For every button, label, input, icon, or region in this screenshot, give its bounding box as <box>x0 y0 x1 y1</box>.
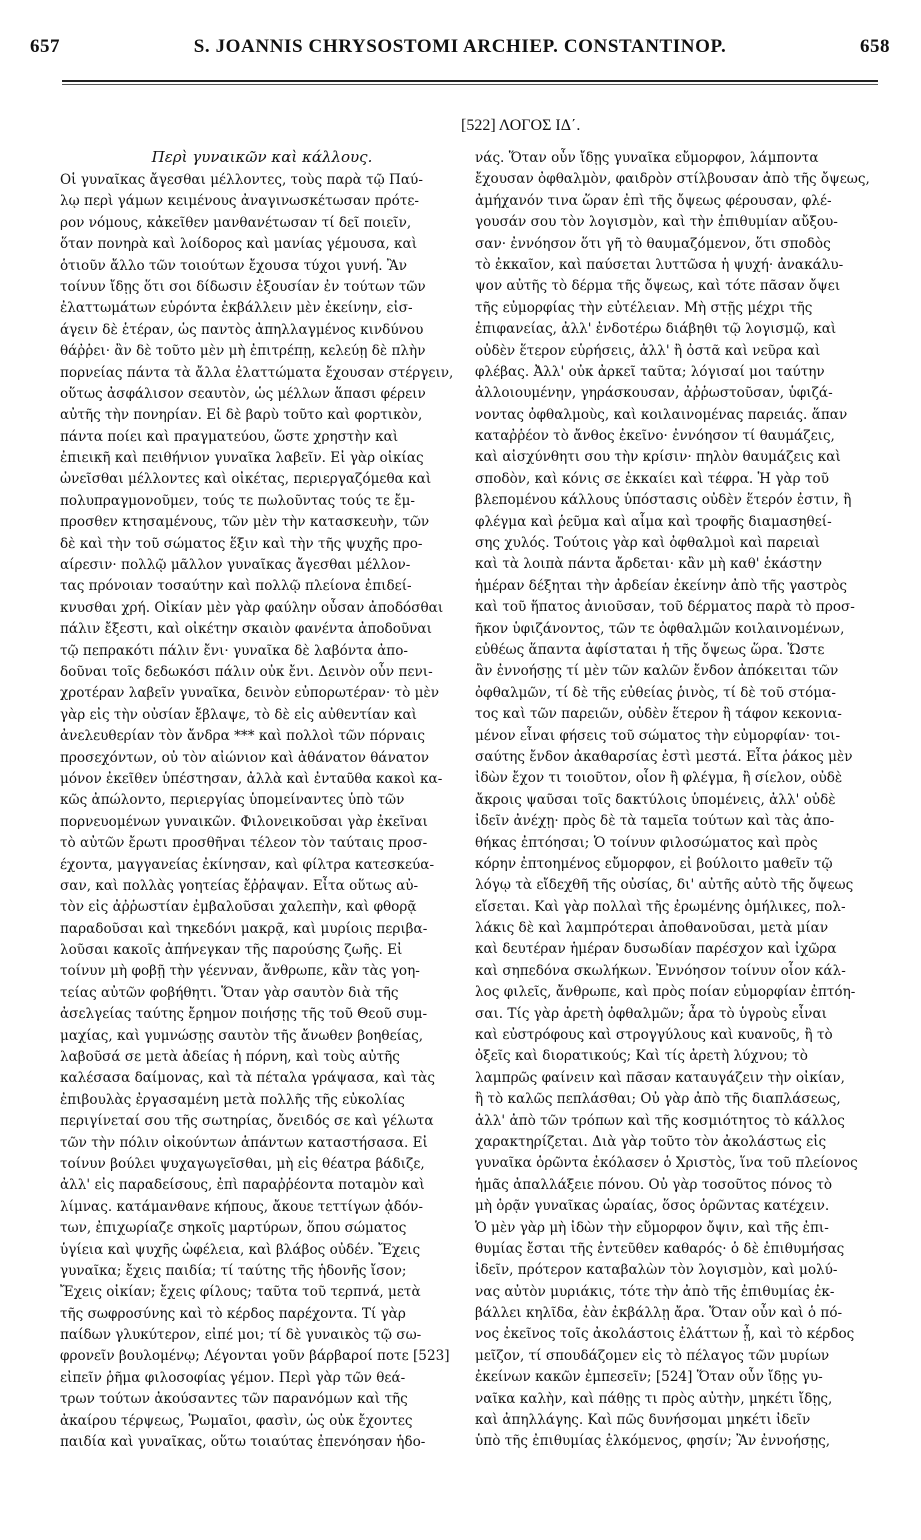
text-line: ἀμήχανόν τινα ὥραν ἐπὶ τῆς ὄψεως φέρουσαν, φλέ- <box>475 192 832 209</box>
text-line: τῆς σωφροσύνης καὶ τὸ κέρδος παρέχοντα. Τί γὰρ <box>60 1305 406 1322</box>
text-line: τοίνυν μὴ φοβῇ τὴν γέενναν, ἄνθρωπε, κἂν τὰς γοη- <box>60 963 420 980</box>
text-line: μόνον ἐκεῖθεν ὑπέστησαν, ἀλλὰ καὶ ἐνταῦθα κακοὶ κα- <box>60 770 443 787</box>
text-line: τρων τούτων ἀκούσαντες τῶν παρανόμων καὶ τῆς <box>60 1391 408 1408</box>
text-line: ὑπὸ τῆς ἐπιθυμίας ἑλκόμενος, φησίν; Ἂν ἐννοήσῃς, <box>475 1433 831 1450</box>
text-line: ἡμᾶς ἀπαλλάξειε πόνου. Οὐ γὰρ τοσοῦτος πόνος τὸ <box>475 1176 833 1193</box>
text-line: λαβοῦσά σε μετὰ ἀδείας ἡ πόρνη, καὶ τοὺς αὐτῆς <box>60 1049 400 1066</box>
text-line: ἀλλοιουμένην, γηράσκουσαν, ἀῤῥωστοῦσαν, ὑφιζά- <box>475 385 833 402</box>
text-line: φλέγμα καὶ ῥεῦμα καὶ αἷμα καὶ τροφῆς διαμασηθεί- <box>475 513 832 530</box>
text-line: προσθεν κτησαμένους, τῶν μὲν τὴν κατασκευὴν, τῶν <box>60 514 430 531</box>
text-line: Οἱ γυναῖκας ἄγεσθαι μέλλοντες, τοὺς παρὰ τῷ Παύ- <box>60 172 423 188</box>
text-line: ἰδὼν ἔχον τι τοιοῦτον, οἷον ἢ φλέγμα, ἢ σίελον, οὐδὲ <box>475 770 843 787</box>
text-line: σποδὸν, καὶ κόνις σε ἐκκαίει καὶ τέφρα. Ἡ γὰρ τοῦ <box>475 470 829 487</box>
text-line: γουσάν σου τὸν λογισμὸν, καὶ τὴν ἐπιθυμίαν αὔξου- <box>475 214 838 231</box>
text-line: πάντα ποίει καὶ πραγματεύου, ὥστε χρηστὴν καὶ <box>60 428 399 445</box>
text-line: φλέβας. Ἀλλ' οὐκ ἀρκεῖ ταῦτα; λόγισαί μοι ταύτην <box>475 363 825 380</box>
text-line: νάς. Ὅταν οὖν ἴδῃς γυναῖκα εὔμορφον, λάμποντα <box>475 150 819 166</box>
text-line: εἴσεται. Καὶ γὰρ πολλαὶ τῆς ἐρωμένης ὁμήλικες, πολ- <box>475 898 846 915</box>
text-line: λίμνας. κατάμανθανε κήπους, ἄκουε τεττίγων ᾀδόν- <box>60 1198 424 1215</box>
text-line: λαμπρῶς φαίνειν καὶ πᾶσαν καταυγάζειν τὴν οἰκίαν, <box>475 1069 845 1086</box>
text-line: μαχίας, καὶ γυμνώσῃς σαυτὸν τῆς ἄνωθεν βοηθείας, <box>60 1027 424 1044</box>
text-line: των, ἐπιχωρίαζε σηκοῖς μαρτύρων, ὅπου σώματος <box>60 1220 407 1237</box>
text-line: αὐτῆς τὴν πονηρίαν. Εἰ δὲ βαρὺ τοῦτο καὶ φορτικὸν, <box>60 407 423 424</box>
text-line: ἔχουσαν ὀφθαλμὸν, φαιδρὸν στίλβουσαν ἀπὸ τῆς ὄψεως, <box>475 171 870 188</box>
text-line: ἀνελευθερίαν τὸν ἄνδρα *** καὶ πολλοὶ τῶν πόρναις <box>60 728 426 745</box>
text-line: καὶ τοῦ ἥπατος ἀνιοῦσαν, τοῦ δέρματος παρὰ τὸ προσ- <box>475 599 855 616</box>
text-line: Ἔχεις οἰκίαν; ἔχεις φίλους; ταῦτα τοῦ τερπνά, μετὰ <box>60 1284 421 1301</box>
header-rule <box>62 80 878 82</box>
text-line: ἰδεῖν ἀνέχῃ· πρὸς δὲ τὰ ταμεῖα τούτων καὶ τὰς ἀπο- <box>475 813 835 830</box>
text-line: ἀσελγείας ταύτης ἔρημον ποιήσῃς τῆς τοῦ Θεοῦ συμ- <box>60 1006 428 1023</box>
text-line: πορνευομένων γυναικῶν. Φιλονεικοῦσαι γὰρ ἐκεῖναι <box>60 813 428 830</box>
text-line: Ὁ μὲν γὰρ μὴ ἰδὼν τὴν εὔμορφον ὄψιν, καὶ τῆς ἐπι- <box>475 1219 829 1236</box>
left-column-subtitle: Περὶ γυναικῶν καὶ κάλλους. <box>151 148 373 166</box>
text-line: ἡμέραν δέξηται τὴν ἀρδείαν ἐκείνην ἀπὸ τῆς γαστρὸς <box>475 577 847 594</box>
text-line: παίδων γλυκύτερον, εἰπέ μοι; τί δὲ γυναικὸς τῷ σω- <box>60 1327 422 1344</box>
text-line: ἂν ἐννοήσῃς τί μὲν τῶν καλῶν ἔνδον ἀπόκειται τῶν <box>475 663 839 680</box>
text-line: τὸ ἐκκαῖον, καὶ παύσεται λυττῶσα ἡ ψυχή· ἀνακάλυ- <box>475 256 844 273</box>
text-line: θήκας ἐπτόησαι; Ὁ τοίνυν φιλοσώματος καὶ πρὸς <box>475 834 818 851</box>
left-page-number: 657 <box>30 36 60 57</box>
text-line: σαν, καὶ πολλὰς γοητείας ἔῤῥαψαν. Εἶτα οὕτως αὐ- <box>60 877 419 894</box>
text-line: λάκις δὲ καὶ λαμπρότεραι ἀποθανοῦσαι, μετὰ μίαν <box>475 920 829 937</box>
text-line: περιγίνεταί σου τῆς σωτηρίας, ὄνειδός σε καὶ γέλωτα <box>60 1113 434 1130</box>
header-rule-thin <box>62 84 878 85</box>
text-line: οὕτως ἀσφάλισον σεαυτὸν, ὡς μέλλων ἅπασι φέρειν <box>60 385 426 402</box>
text-line: ἀλλ' ἀπὸ τῶν τρόπων καὶ τῆς κοσμιότητος τὸ κάλλος <box>475 1112 845 1129</box>
text-line: μὴ ὁρᾷν γυναῖκας ὡραίας, ὅσος ὁρῶντας κατέχειν. <box>475 1198 830 1215</box>
text-line: ἄκροις ψαῦσαι τοῖς δακτύλοις ὑπομένεις, ἀλλ' οὐδὲ <box>475 791 836 808</box>
text-line: τας πρόνοιαν τοσαύτην καὶ πολλῷ πλείονα ἐπιδεί- <box>60 578 412 595</box>
text-line: τὸν εἰς ἀῤῥωστίαν ἐμβαλοῦσαι χαλεπὴν, καὶ φθορᾷ <box>60 899 417 916</box>
text-line: πάλιν ἔξεστι, καὶ οἰκέτην σκαιὸν φανέντα ἀποδοῦναι <box>60 621 432 638</box>
text-line: καταῤῥέον τὸ ἄνθος ἐκεῖνο· ἐννόησον τί θαυμάζεις, <box>475 428 835 445</box>
text-line: ψον αὐτῆς τὸ δέρμα τῆς ὄψεως, καὶ τότε πᾶσαν ὄψει <box>475 278 841 295</box>
text-line: σαύτης ἔνδον ἀκαθαρσίας ἐστὶ μεστά. Εἶτα ῥάκος μὲν <box>475 748 853 765</box>
text-line: ἐκείνων κακῶν ἐμπεσεῖν; [524] Ὅταν οὖν ἴδῃς γυ- <box>475 1369 823 1386</box>
text-line: έχοντα, μαγγανείας ἐκίνησαν, καὶ φίλτρα κατεσκεύα- <box>60 856 435 873</box>
text-line: ἐλαττωμάτων εὑρόντα ἐκβάλλειν μὲν ἐκείνην, εἰσ- <box>60 300 413 317</box>
text-line: εἰπεῖν ῥῆμα φιλοσοφίας γέμον. Περὶ γὰρ τῶν θεά- <box>60 1369 406 1386</box>
text-line: τῶν τὴν πόλιν οἰκούντων ἁπάντων καταστήσασα. Εἰ <box>60 1134 428 1151</box>
text-line: νος ἐκεῖνος τοῖς ἀκολάστοις ἐλάττων ᾖ, καὶ τὸ κέρδος <box>475 1326 855 1343</box>
text-line: τος καὶ τῶν παρειῶν, οὐδὲν ἕτερον ἢ τάφον κεκονια- <box>475 706 842 723</box>
text-line: τῷ πεπρακότι πάλιν ἔνι· γυναῖκα δὲ λαβόντα ἀπο- <box>60 642 409 659</box>
running-header <box>30 36 890 62</box>
text-line: βλεπομένου κάλλους ὑπόστασις οὐδὲν ἕτερόν ἐστιν, ἢ <box>475 492 852 509</box>
text-line: βάλλει κηλῖδα, ἐὰν ἐκβάλλῃ ἄρα. Ὅταν οὖν καὶ ὁ πό- <box>475 1305 843 1322</box>
right-page-number: 658 <box>860 36 890 57</box>
text-line: γυναῖκα; ἔχεις παιδία; τί ταύτης τῆς ἡδονῆς ἴσον; <box>60 1262 407 1279</box>
text-line: μεῖζον, τί σπουδάζομεν εἰς τὸ πέλαγος τῶν μυρίων <box>475 1347 830 1364</box>
text-line: σαν· ἐννόησον ὅτι γῆ τὸ θαυμαζόμενον, ὅτι σποδὸς <box>475 235 831 252</box>
text-line: παιδία καὶ γυναῖκας, οὕτω τοιαύτας ἐπενόησαν ἡδο- <box>60 1434 426 1451</box>
text-line: σης χυλός. Τούτοις γὰρ καὶ ὀφθαλμοὶ καὶ παρειαὶ <box>475 535 821 552</box>
text-line: νοντας ὀφθαλμοὺς, καὶ κοιλαινομένας παρειάς. ἅπαν <box>475 406 848 423</box>
text-line: σαι. Τίς γὰρ ἀρετὴ ὀφθαλμῶν; ἆρα τὸ ὑγροὺς εἶναι <box>475 1005 827 1022</box>
text-line: τοίνυν βούλει ψυχαγωγεῖσθαι, μὴ εἰς θέατρα βάδιζε, <box>60 1155 425 1172</box>
text-line: ὑγίεια καὶ ψυχῆς ὠφέλεια, καὶ βλάβος οὐδέν. Ἔχεις <box>60 1241 421 1258</box>
text-line: νας αὐτὸν μυριάκις, τότε τὴν ἀπὸ τῆς ἐπιθυμίας ἐκ- <box>475 1283 835 1300</box>
text-line: δοῦναι τοῖς δεδωκόσι πάλιν οὐκ ἔνι. Δεινὸν οὖν πενι- <box>60 663 433 680</box>
text-line: κῶς ἀπώλοντο, περιεργίας ὑπομείναντες ὑπὸ τῶν <box>60 792 405 809</box>
text-line: θάῤῥει· ἂν δὲ τοῦτο μὲν μὴ ἐπιτρέπῃ, κελεύῃ δὲ πλὴν <box>60 343 426 360</box>
text-line: αίρεσιν· πολλῷ μᾶλλον γυναῖκας ἄγεσθαι μέλλον- <box>60 557 411 574</box>
text-line: χροτέραν λαβεῖν γυναῖκα, δεινὸν εὐπορωτέραν· τὸ μὲν <box>60 685 439 702</box>
text-line: ὅταν πονηρὰ καὶ λοίδορος καὶ μανίας γέμουσα, καὶ <box>60 236 418 253</box>
text-line: γυναῖκα ὁρῶντα ἐκόλασεν ὁ Χριστὸς, ἵνα τοῦ πλείονος <box>475 1155 858 1172</box>
text-line: ἢ τὸ καλῶς πεπλάσθαι; Οὐ γὰρ ἀπὸ τῆς διαπλάσεως, <box>475 1091 841 1108</box>
text-line: οὐδὲν ἕτερον εὑρήσεις, ἀλλ' ἢ ὀστᾶ καὶ νεῦρα καὶ <box>475 342 821 359</box>
text-line: άγειν δὲ ἑτέραν, ὡς παντὸς ἀπηλλαγμένος κινδύνου <box>60 321 424 338</box>
text-line: ἀλλ' εἰς παραδείσους, ἐπὶ παραῤῥέοντα ποταμὸν καὶ <box>60 1177 425 1194</box>
text-line: ἀκαίρου τέρψεως, Ῥωμαῖοι, φασὶν, ὡς οὐκ ἔχοντες <box>60 1412 413 1429</box>
text-line: καὶ σηπεδόνα σκωλήκων. Ἐννόησον τοίνυν οἷον κάλ- <box>475 962 846 979</box>
text-line: μένον εἶναι φήσεις τοῦ σώματος τὴν εὐμορφίαν· τοι- <box>475 727 841 744</box>
running-title: S. JOANNIS CHRYSOSTOMI ARCHIEP. CONSTANTINOP. <box>193 36 727 57</box>
text-line: ἰδεῖν, πρότερον καταβαλὼν τὸν λογισμὸν, καὶ μολύ- <box>475 1262 838 1279</box>
text-line: παραδοῦσαι καὶ τηκεδόνι μακρᾷ, καὶ μυρίοις περιβα- <box>60 920 428 937</box>
text-line: ῆκον ὑφιζάνοντος, τῶν τε ὀφθαλμῶν κοιλαινομένων, <box>475 620 845 637</box>
text-line: λος φιλεῖς, ἄνθρωπε, καὶ πρὸς ποίαν εὐμορφίαν ἐπτόη- <box>475 984 856 1001</box>
text-line: καὶ εὐστρόφους καὶ στρογγύλους καὶ κυανοῦς, ἢ τὸ <box>475 1027 833 1044</box>
text-line: τὸ αὐτῶν ἔρωτι προσθῆναι τέλεον τὸν ταύταις προσ- <box>60 835 428 852</box>
text-line: θυμίας ἔσται τῆς ἐντεῦθεν καθαρός· ὁ δὲ ἐπιθυμήσας <box>475 1240 845 1257</box>
text-line: προσεχόντων, οὐ τὸν αἰώνιον καὶ ἀθάνατον θάνατον <box>60 749 430 766</box>
text-line: γὰρ εἰς τὴν οὐσίαν ἔβλαψε, τὸ δὲ εἰς αὐθεντίαν καὶ <box>60 706 417 723</box>
text-line: πολυπραγμονοῦμεν, τούς τε πωλοῦντας τούς τε ἔμ- <box>60 492 416 509</box>
text-line: λόγῳ τὰ εἴδεχθῆ τῆς οὐσίας, δι' αὐτῆς αὐτὸ τῆς ὄψεως <box>475 877 854 894</box>
right-column <box>475 148 885 1453</box>
text-line: καὶ τὰ λοιπὰ πάντα ἄρδεται· κἂν μὴ καθ' ἑκάστην <box>475 556 823 573</box>
text-line: ναῖκα καλὴν, καὶ πάθῃς τι πρὸς αὐτὴν, μηκέτι ἴδῃς, <box>475 1390 833 1407</box>
text-line: ὁτιοῦν ἄλλο τῶν τοιούτων ἔχουσα τύχοι γυνή. Ἂν <box>60 257 407 274</box>
text-line: ἐπιφανείας, ἀλλ' ἐνδοτέρω διάβηθι τῷ λογισμῷ, καὶ <box>475 321 837 338</box>
text-line: λοῦσαι κακοῖς ἀπήνεγκαν τῆς παρούσης ζωῆς. Εἰ <box>60 942 403 959</box>
text-line: φρονεῖν βουλομένῳ; Λέγονται γοῦν βάρβαροί ποτε [523] <box>60 1348 450 1365</box>
text-line: τοίνυν ἴδῃς ὅτι σοι δίδωσιν ἐξουσίαν ἐν τούτων τῶν <box>60 278 426 295</box>
text-line: καλέσασα δαίμονας, καὶ τὰ πέταλα γράψασα, καὶ τὰς <box>60 1070 436 1087</box>
text-line: ἐπιεικῆ καὶ πειθήνιον γυναῖκα λαβεῖν. Εἰ γὰρ οἰκίας <box>60 450 424 467</box>
text-line: ἐπιβουλὰς ἐργασαμένη μετὰ πολλῆς τῆς εὐκολίας <box>60 1091 405 1108</box>
text-line: κόρην ἐπτοημένος εὔμορφον, εἰ βούλοιτο μαθεῖν τῷ <box>475 855 833 872</box>
text-line: κνυσθαι χρή. Οἰκίαν μὲν γὰρ φαύλην οὖσαν ἀποδόσθαι <box>60 599 444 616</box>
text-line: εὐθέως ἅπαντα ἀφίσταται ἡ τῆς ὄψεως ὥρα. Ὥστε <box>475 641 825 658</box>
text-line: δὲ καὶ τὴν τοῦ σώματος ἕξιν καὶ τὴν τῆς ψυχῆς προ- <box>60 535 423 552</box>
text-line: ρον νόμους, κἀκεῖθεν μανθανέτωσαν τί δεῖ ποιεῖν, <box>60 214 412 231</box>
left-column <box>60 145 464 1453</box>
text-line: ὀξεῖς καὶ διορατικούς; Καὶ τίς ἀρετὴ λύχνου; τὸ <box>475 1048 808 1065</box>
text-line: ὠνεῖσθαι μέλλοντες καὶ οἰκέτας, περιεργαζόμεθα καὶ <box>60 471 432 488</box>
text-line: χαρακτηρίζεται. Διὰ γὰρ τοῦτο τὸν ἀκολάστως εἰς <box>475 1133 827 1150</box>
text-line: ὀφθαλμῶν, τί δὲ τῆς εὐθείας ῥινὸς, τί δὲ τοῦ στόμα- <box>475 684 836 701</box>
text-line: καὶ δευτέραν ἡμέραν δυσωδίαν παρέσχον καὶ ἰχῶρα <box>475 941 837 958</box>
text-line: πορνείας πάντα τὰ ἄλλα ἐλαττώματα ἔχουσαν στέργειν, <box>60 364 454 381</box>
text-line: τῆς εὐμορφίας τὴν εὐτέλειαν. Μὴ στῇς μέχρι τῆς <box>475 299 813 316</box>
text-line: καὶ ἀπηλλάγης. Καὶ πῶς δυνήσομαι μηκέτι ἰδεῖν <box>475 1412 811 1429</box>
text-line: καὶ αἰσχύνθητι σου τὴν κρίσιν· πηλὸν θαυμάζεις καὶ <box>475 449 841 466</box>
text-line: τείας αὐτῶν φοβήθητι. Ὅταν γὰρ σαυτὸν διὰ τῆς <box>60 984 399 1001</box>
text-line: λῳ περὶ γάμων κειμένους ἀναγινωσκέτωσαν πρότε- <box>60 193 419 210</box>
section-title: [522] ΛΟΓΟΣ ΙΔ΄. <box>461 117 581 134</box>
